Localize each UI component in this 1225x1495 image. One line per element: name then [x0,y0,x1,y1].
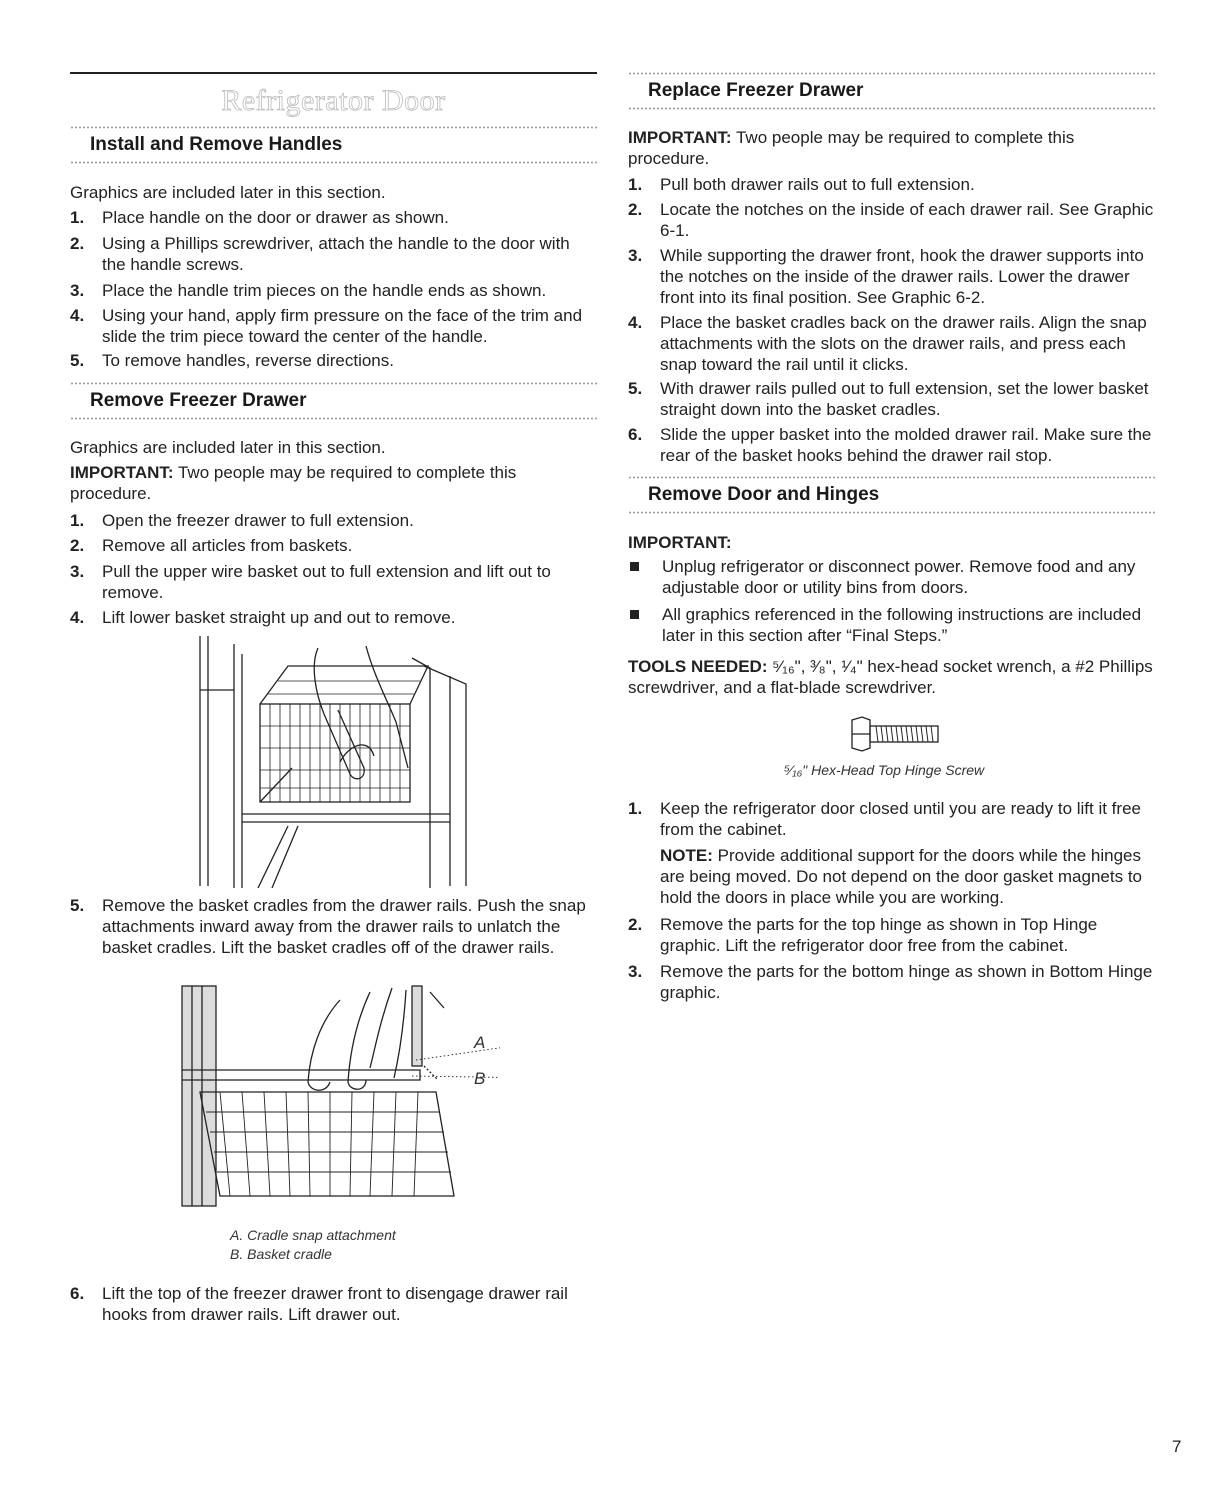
note-text: Provide additional support for the doors while the hinges are being moved. Do not depend on the door gasket magnets to hold the doors in place while you are working. [660,846,1142,907]
step-item [70,535,597,556]
section-title: Remove Door and Hinges [648,484,880,505]
step-number: 4. [628,313,643,332]
step-number: 5. [70,896,85,915]
step-text: Using your hand, apply firm pressure on the face of the trim and slide the trim piece toward the center of the handle. [102,306,583,346]
callout-b: B [474,1069,486,1088]
tools-needed [628,656,1155,698]
tools-label: TOOLS NEEDED: [628,657,768,676]
step-text: Pull the upper wire basket out to full extension and lift out to remove. [102,562,551,602]
step-text: Lift lower basket straight up and out to remove. [102,608,456,627]
step-text: Pull both drawer rails out to full extension. [660,175,975,194]
step-item [70,207,597,228]
step-item [70,607,597,628]
section-title: Remove Freezer Drawer [90,390,307,411]
step-number: 6. [628,425,643,444]
step-text: Place handle on the door or drawer as shown. [102,208,449,227]
top-rule [70,72,597,74]
step-item [628,424,1155,466]
section-header-remove-drawer [70,382,597,420]
step-text: Remove all articles from baskets. [102,536,353,555]
step-number: 4. [70,306,85,325]
step-item [628,312,1155,375]
step-number: 4. [70,608,85,627]
step-item [70,305,597,347]
note [660,845,1155,908]
step-text: Place the handle trim pieces on the handle ends as shown. [102,281,547,300]
step-item [70,280,597,301]
screw-caption: ⁵⁄₁₆" Hex-Head Top Hinge Screw [784,762,985,778]
hex-head-screw-icon [846,716,942,752]
step-item [628,245,1155,308]
bullet-text: Unplug refrigerator or disconnect power. Remove food and any adjustable door or utility bins from doors. [662,557,1136,597]
step-number: 2. [70,234,85,253]
important-note [628,127,1155,169]
section-header-replace-drawer [628,72,1155,110]
step-text: Slide the upper basket into the molded drawer rail. Make sure the rear of the basket hooks behind the drawer rail stop. [660,425,1152,465]
bullet-item [628,604,1155,646]
step-item [628,798,1155,840]
step-number: 5. [628,379,643,398]
step-item [70,1283,597,1325]
step-number: 6. [70,1284,85,1303]
step-number: 3. [70,281,85,300]
step-text: Using a Phillips screwdriver, attach the handle to the door with the handle screws. [102,234,570,274]
step-text: Locate the notches on the inside of each drawer rail. See Graphic 6-1. [660,200,1154,240]
page-title: Refrigerator Door [221,84,446,117]
step-text: Place the basket cradles back on the drawer rails. Align the snap attachments with the slots on the drawer rails, and press each snap toward the rail until it clicks. [660,313,1147,374]
step-item [70,233,597,275]
step-number: 3. [628,246,643,265]
step-number: 1. [628,175,643,194]
step-text: Remove the basket cradles from the drawer rails. Push the snap attachments inward away from the drawer rails to unlatch the basket cradles. Lift the basket cradles off of the drawer rails. [102,896,586,957]
step-text: Remove the parts for the top hinge as shown in Top Hinge graphic. Lift the refrigerator door free from the cabinet. [660,915,1098,955]
bullet-item [628,556,1155,598]
step-text: Keep the refrigerator door closed until you are ready to lift it free from the cabinet. [660,799,1141,839]
step-item [628,378,1155,420]
step-item [628,914,1155,956]
important-label: IMPORTANT: [628,128,732,147]
important-text: Two people may be required to complete this procedure. [70,463,517,503]
caption-a: A. Cradle snap attachment [230,1227,396,1243]
important-text: Two people may be required to complete this procedure. [628,128,1075,168]
step-number: 1. [70,511,85,530]
page-number: 7 [1172,1437,1182,1456]
section-title: Install and Remove Handles [90,134,343,155]
handles-intro: Graphics are included later in this section. [70,183,386,202]
step-number: 3. [628,962,643,981]
step-item [70,895,597,958]
callout-a: A [474,1033,486,1052]
step-number: 3. [70,562,85,581]
step-text: Open the freezer drawer to full extension. [102,511,414,530]
step-item [628,961,1155,1003]
bullet-square-icon [630,562,639,571]
caption-b: B. Basket cradle [230,1246,332,1262]
step-number: 1. [628,799,643,818]
step-text: With drawer rails pulled out to full extension, set the lower basket straight down into the basket cradles. [660,379,1149,419]
step-item [70,350,597,371]
step-number: 2. [628,915,643,934]
important-note [70,462,597,504]
step-number: 2. [628,200,643,219]
section-title: Replace Freezer Drawer [648,80,864,101]
important-label: IMPORTANT: [628,533,732,552]
step-text: Remove the parts for the bottom hinge as shown in Bottom Hinge graphic. [660,962,1153,1002]
step-text: While supporting the drawer front, hook the drawer supports into the notches on the inside of the drawer rails. Lower the drawer front into its final position. See Graphic 6-2. [660,246,1144,307]
step-number: 2. [70,536,85,555]
step-number: 1. [70,208,85,227]
bullet-square-icon [630,610,639,619]
bullet-text: All graphics referenced in the following instructions are included later in this section after “Final Steps.” [662,605,1142,645]
basket-cradle-illustration [180,982,500,1210]
step-text: Lift the top of the freezer drawer front to disengage drawer rail hooks from drawer rails. Lift drawer out. [102,1284,568,1324]
section-header-handles [70,126,597,164]
section-header-door-hinges [628,476,1155,514]
step-item [70,510,597,531]
step-text: To remove handles, reverse directions. [102,351,394,370]
remove-intro: Graphics are included later in this section. [70,438,386,457]
step-item [70,561,597,603]
step-item [628,199,1155,241]
basket-lift-illustration [198,636,474,888]
important-label: IMPORTANT: [70,463,174,482]
tools-text: ⁵⁄₁₆", ³⁄₈", ¹⁄₄" hex-head socket wrench, a #2 Phillips screwdriver, and a flat-blade screwdriver. [628,657,1153,697]
note-label: NOTE: [660,846,713,865]
step-item [628,174,1155,195]
step-number: 5. [70,351,85,370]
